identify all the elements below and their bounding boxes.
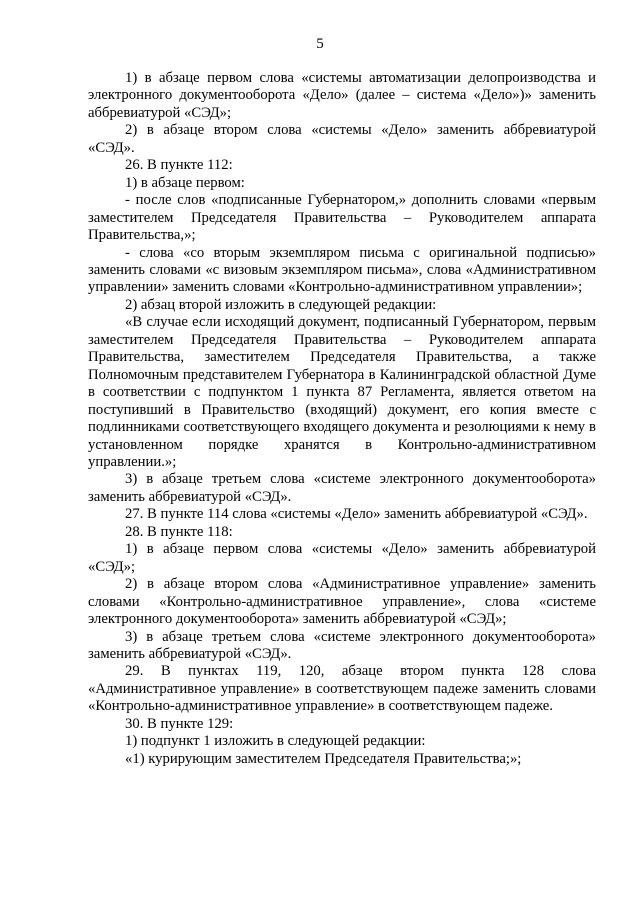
paragraph: - после слов «подписанные Губернатором,» дополнить словами «первым заместителем Председателя Правительства – Руководителем аппарата Правительства,»; — [88, 192, 596, 244]
section-heading: 28. В пункте 118: — [125, 523, 233, 540]
paragraph: 1) в абзаце первом слова «системы «Дело» заменить аббревиатурой «СЭД»; — [88, 541, 596, 575]
paragraph: 29. В пунктах 119, 120, абзаце втором пункта 128 слова «Административное управление» в соответствующем падеже заменить словами «Контрольно-административное управление» в соответствующем падеже. — [88, 663, 596, 715]
paragraph: 2) в абзаце втором слова «системы «Дело» заменить аббревиатурой «СЭД». — [88, 122, 596, 156]
paragraph: 3) в абзаце третьем слова «системе электронного документооборота» заменить аббревиатурой «СЭД». — [88, 471, 596, 505]
section-heading: 30. В пункте 129: — [125, 715, 234, 732]
quoted-paragraph: «1) курирующим заместителем Председателя Правительства;»; — [125, 750, 522, 767]
section-heading: 26. В пункте 112: — [125, 157, 233, 174]
paragraph: 3) в абзаце третьем слова «системе электронного документооборота» заменить аббревиатурой «СЭД». — [88, 628, 596, 662]
quoted-paragraph: «В случае если исходящий документ, подписанный Губернатором, первым заместителем Председателя Правительства – Руководителем аппарата Правительства, заместителем Председателя Правительства, а также Полномочным представителем Губернатора в Калининградской областной Думе в соответствии с подпунктом 1 пункта 87 Регламента, является ответом на поступивший в Правительство (входящий) документ, его копия вместе с подлинниками соответствующего входящего документа и резолюциями к нему в установленном порядке хранятся в Контрольно-административном управлении.»; — [88, 314, 596, 470]
paragraph: 1) в абзаце первом: — [125, 174, 245, 191]
paragraph: 1) в абзаце первом слова «системы автоматизации делопроизводства и электронного документооборота «Дело» (далее – система «Дело»)» заменить аббревиатурой «СЭД»; — [88, 70, 596, 121]
page-number: 5 — [316, 36, 324, 52]
paragraph: 2) в абзаце втором слова «Административное управление» заменить словами «Контрольно-административное управление», слова «системе электронного документооборота» заменить аббревиатурой «СЭД»; — [88, 576, 596, 628]
paragraph: 27. В пункте 114 слова «системы «Дело» заменить аббревиатурой «СЭД». — [125, 506, 588, 523]
document-body — [88, 70, 596, 768]
paragraph: - слова «со вторым экземпляром письма с оригинальной подписью» заменить словами «с визовым экземпляром письма», слова «Административном управлении» заменить словами «Контрольно-административном управлении»; — [88, 244, 596, 296]
paragraph: 1) подпункт 1 изложить в следующей редакции: — [125, 733, 426, 750]
paragraph: 2) абзац второй изложить в следующей редакции: — [125, 296, 437, 313]
